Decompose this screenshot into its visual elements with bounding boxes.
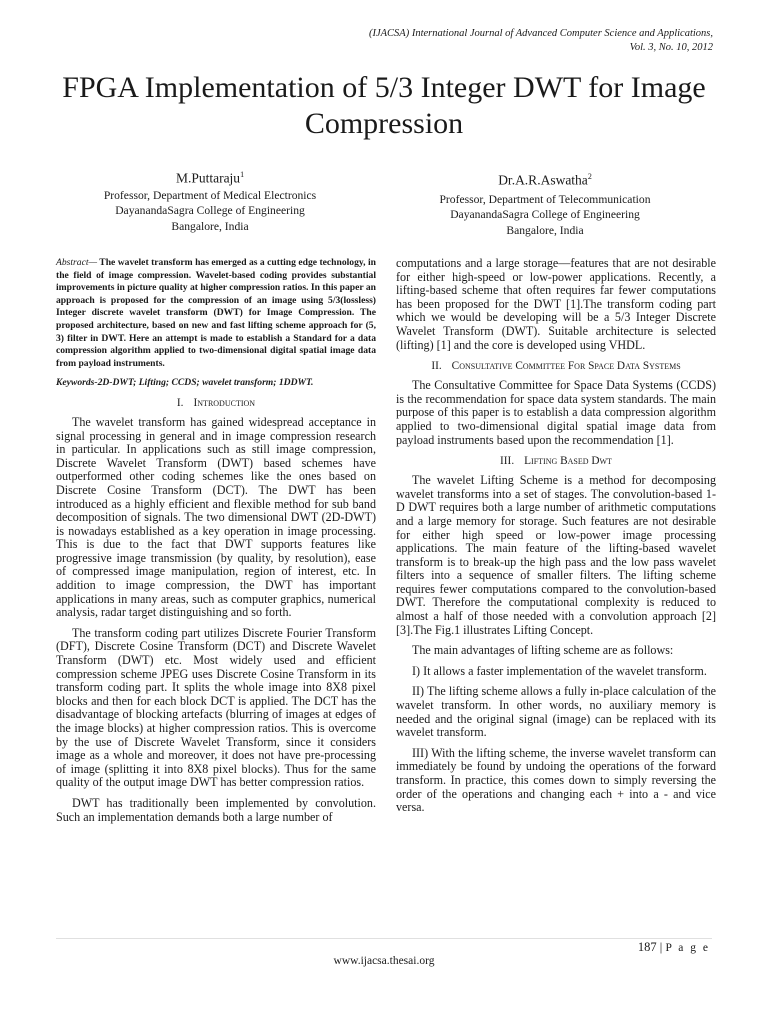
journal-volume: Vol. 3, No. 10, 2012 — [629, 42, 713, 53]
abstract — [56, 257, 376, 370]
section-heading-introduction: I. Introduction — [176, 396, 256, 409]
body-paragraph-continued: computations and a large storage—features that are not desirable for either high-speed or low-power applications. Recently, a lifting-based scheme that often requires far fewer computations has been proposed for the DWT [1].The transform coding part which we would be developing will be a 5/3 Integer Discrete Wavelet Transform (DWT). Suitable architecture is selected (lifting) [1] and the core is developed using VHDL. — [396, 256, 716, 352]
abstract-text: The wavelet transform has emerged as a cutting edge technology, in the field of image compression. Wavelet-based coding provides substantial improvements in picture quality at higher compression ratios. In this paper an approach is proposed for the compression of an image using 5/3(lossless) Integer discrete wavelet transform (DWT) for Image Compression. The proposed architecture, based on new and fast lifting scheme approach for (5, 3) filter in DWT. Here an attempt is made to establish a Standard for a data compression algorithm applied to two-dimensional digital spatial image data from payload instruments. — [56, 257, 376, 369]
list-item: III) With the lifting scheme, the inverse wavelet transform can immediately be found by undoing the operations of the forward transform. In practice, this comes down to simply reversing the order of the operations and changing each + into a - and vice versa. — [396, 745, 716, 815]
journal-website: www.ijacsa.thesai.org — [333, 955, 435, 967]
left-column — [56, 257, 376, 831]
abstract-lead: Abstract— — [56, 257, 98, 268]
journal-name: (IJACSA) International Journal of Advanced Computer Science and Applications, — [368, 28, 713, 39]
author-college: DayanandaSagra College of Engineering — [115, 204, 305, 217]
body-paragraph: The wavelet transform has gained widespread acceptance in signal processing in general and in image compression research in particular. In applications such as still image compression, Discrete Wavelet Transform (DWT) based schemes have outperformed other coding schemes like the ones based on Discrete Cosine Transform (DCT). The DWT has been introduced as a highly efficient and flexible method for sub band decomposition of signals. The two dimensional DWT (2D-DWT) is nowadays established as a key operation in image processing. This is due to the fact that DWT supports features like progressive image transmission (by quality, by resolution), ease of compressed image manipulation, region of interest, etc. In addition to image compression, the DWT has important applications in many areas, such as computer graphics, numerical analysis, radar target distinguishing and so forth. — [56, 414, 376, 620]
section-heading-lifting: III. Lifting Based Dwt — [500, 455, 612, 468]
author-block-1 — [60, 166, 360, 234]
author-college: DayanandaSagra College of Engineering — [450, 208, 640, 221]
keywords: Keywords-2D-DWT; Lifting; CCDS; wavelet transform; 1DDWT. — [56, 377, 314, 389]
author-location: Bangalore, India — [171, 219, 249, 233]
section-heading-ccsds: II. Consultative Committee For Space Data Systems — [431, 360, 681, 373]
page-number: 187 | P a g e — [637, 940, 710, 954]
body-paragraph: The main advantages of lifting scheme are as follows: — [412, 643, 674, 658]
author-location: Bangalore, India — [506, 223, 584, 237]
author-affiliation-marker: 1 — [240, 170, 245, 179]
body-paragraph: The wavelet Lifting Scheme is a method for decomposing wavelet transforms into a set of stages. The convolution-based 1-D DWT requires both a large number of arithmetic computations and a large memory for storage. Such features are not desirable for either high speed or low-power image processing applications. The main feature of the lifting-based wavelet transform is to break-up the high pass and the low pass wavelet filters into a sequence of smaller filters. The lifting scheme requires fewer computations compared to the convolution-based DWT. Therefore the computational complexity is reduced to almost a half of those needed with a convolution approach [2][3].The Fig.1 illustrates Lifting Concept. — [396, 473, 716, 637]
footer-divider — [56, 938, 712, 939]
author-department: Professor, Department of Telecommunication — [439, 192, 651, 206]
list-item: I) It allows a faster implementation of the wavelet transform. — [412, 663, 707, 678]
body-paragraph: The transform coding part utilizes Discrete Fourier Transform (DFT), Discrete Cosine Transform (DCT) and Discrete Wavelet Transform (DWT) etc. Most widely used and efficient compression scheme JPEG uses Discrete Cosine Transform in its transform coding part. It splits the whole image into 8X8 pixel blocks and then for each block DCT is applied. The DCT has the disadvantage of blocking artefacts (blurring of images at edges of the image blocks) at higher compression ratios. This is overcome by the use of Discrete Wavelet Transform, since it considers image as a whole and moreover, it does not have pre-processing of image (splitting it into 8X8 pixel blocks). Thus for the same quality of the output image DWT has better compression ratios. — [56, 625, 376, 790]
paper-title: FPGA Implementation of 5/3 Integer DWT for Image Compression — [62, 71, 706, 140]
list-item: II) The lifting scheme allows a fully in-place calculation of the wavelet transform. In other words, no auxiliary memory is needed and the original signal (image) can be replaced with its wavelet transform. — [396, 684, 716, 740]
author-name: Dr.A.R.Aswatha$^2$ — [498, 172, 592, 188]
author-affiliation-marker: 2 — [587, 172, 592, 181]
journal-header — [153, 27, 713, 55]
author-department: Professor, Department of Medical Electronics — [103, 188, 317, 202]
author-name: M.Puttaraju$^1$ — [175, 170, 245, 186]
author-block-2 — [380, 166, 710, 238]
body-paragraph: The Consultative Committee for Space Data Systems (CCDS) is the recommendation for space data system standards. The main purpose of this paper is to establish a data compression algorithm applied to two-dimensional digital spatial image data from payload instruments based upon the recommendation [1]. — [396, 378, 716, 447]
body-paragraph: DWT has traditionally been implemented by convolution. Such an implementation demands both a large number of — [56, 795, 376, 824]
right-column — [396, 257, 716, 822]
